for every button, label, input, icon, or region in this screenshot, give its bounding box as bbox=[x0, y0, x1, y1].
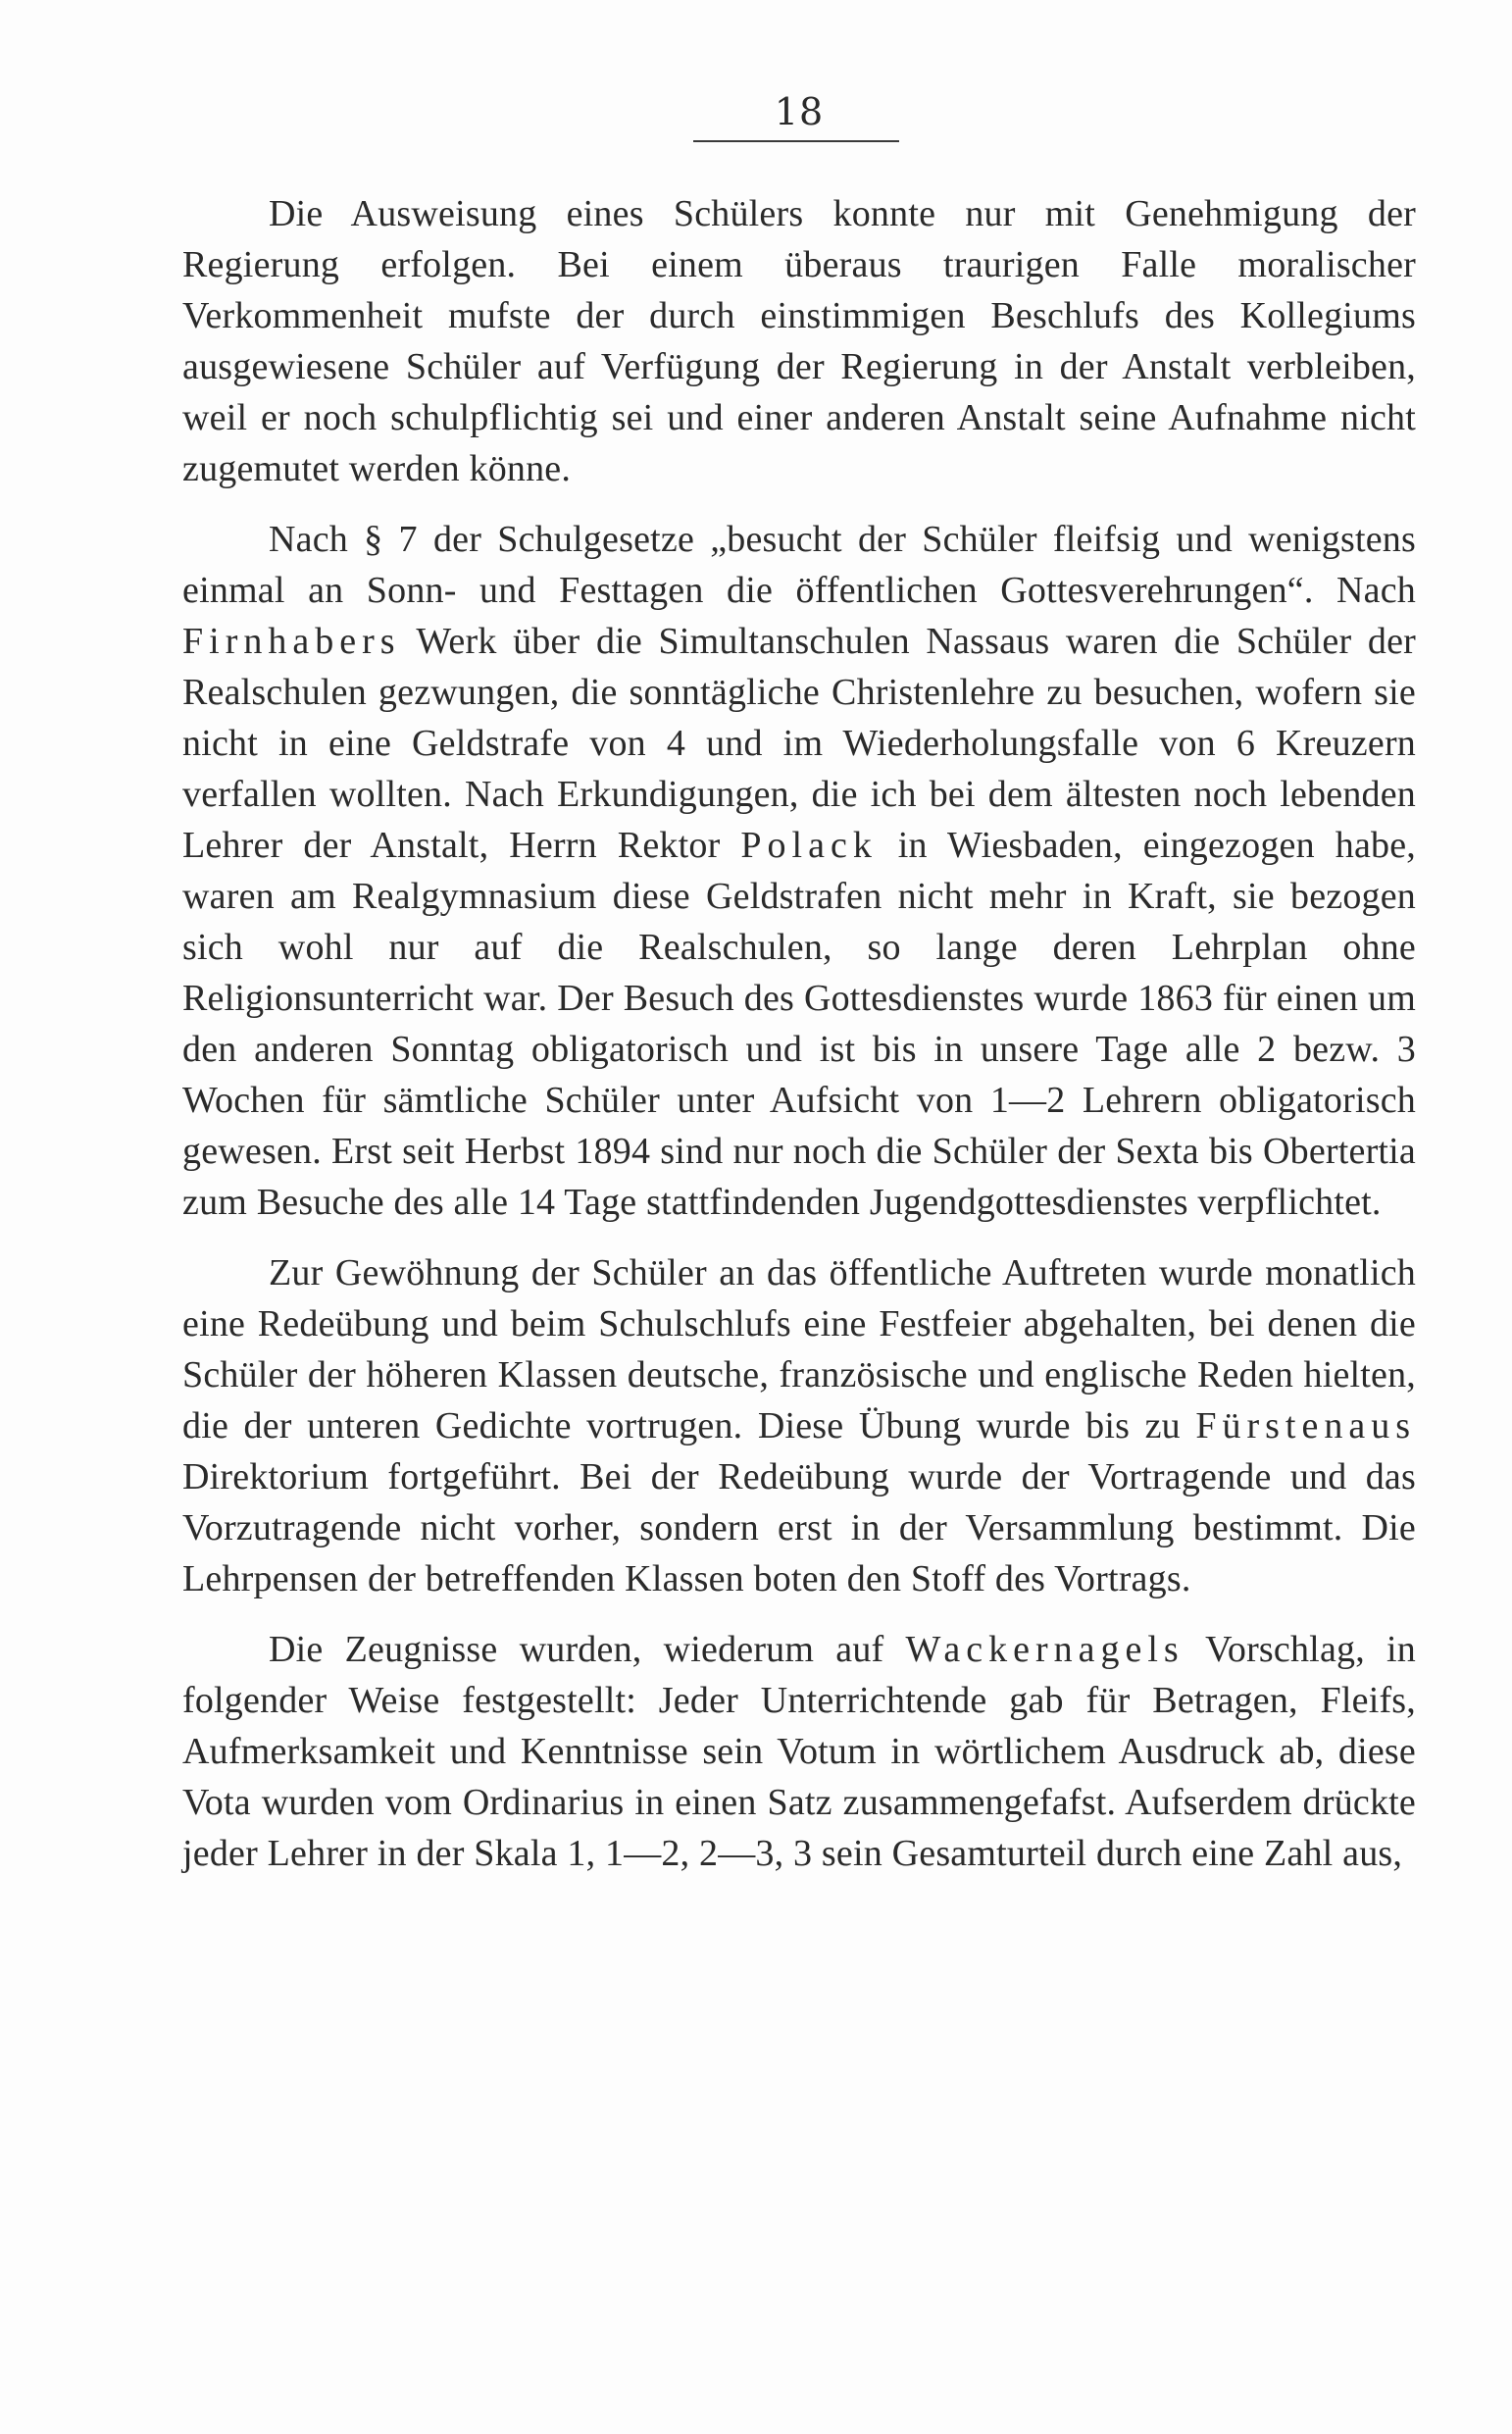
text-segment: Nach § 7 der Schulgesetze „besucht der Schüler fleifsig und wenigstens einmal an Sonn- und Festtagen die öffentlichen Gottesverehrungen“. Nach bbox=[182, 519, 1416, 611]
text-segment: Werk über die Simultanschulen Nassaus waren die Schüler der Realschulen gezwungen, die sonntägliche Christenlehre zu besuchen, wofern sie nicht in eine Geldstrafe von 4 und im Wiederholungsfalle von 6 Kreuzern verfallen wollten. Nach Erkundigungen, die ich bei dem ältesten noch lebenden Lehrer der Anstalt, Herrn Rektor bbox=[182, 621, 1416, 866]
body-text bbox=[182, 188, 1416, 1879]
spaced-name-firnhaber: Firnhabers bbox=[182, 621, 401, 662]
text-segment: Vorschlag, in folgender Weise festgestellt: Jeder Unterrichtende gab für Betragen, Fleifs, Aufmerksamkeit und Kenntnisse sein Votum in wörtlichem Ausdruck ab, diese Vota wurden vom Ordinarius in einen Satz zusammengefafst. Aufserdem drückte jeder Lehrer in der Skala 1, 1—2, 2—3, 3 sein Gesamturteil durch eine Zahl aus, bbox=[182, 1629, 1416, 1874]
paragraph-3 bbox=[182, 1247, 1416, 1604]
spaced-name-fuerstenau: Fürstenaus bbox=[1195, 1405, 1416, 1446]
paragraph-1 bbox=[182, 188, 1416, 494]
page-number: 18 bbox=[774, 90, 825, 133]
spaced-name-polack: Polack bbox=[740, 825, 878, 866]
paragraph-2 bbox=[182, 514, 1416, 1228]
paragraph-4 bbox=[182, 1624, 1416, 1879]
text-segment: in Wiesbaden, eingezogen habe, waren am Realgymnasium diese Geldstrafen nicht mehr in Kraft, sie bezogen sich wohl nur auf die Realschulen, so lange deren Lehrplan ohne Religionsunterricht war. Der Besuch des Gottesdienstes wurde 1863 für einen um den anderen Sonntag obligatorisch und ist bis in unsere Tage alle 2 bezw. 3 Wochen für sämtliche Schüler unter Aufsicht von 1—2 Lehrern obligatorisch gewesen. Erst seit Herbst 1894 sind nur noch die Schüler der Sexta bis Obertertia zum Besuche des alle 14 Tage stattfindenden Jugendgottesdienstes verpflichtet. bbox=[182, 825, 1416, 1223]
text-segment: Zur Gewöhnung der Schüler an das öffentliche Auftreten wurde monatlich eine Redeübung und beim Schulschlufs eine Festfeier abgehalten, bei denen die Schüler der höheren Klassen deutsche, französische und englische Reden hielten, die der unteren Gedichte vortrugen. Diese Übung wurde bis zu bbox=[182, 1252, 1416, 1446]
text-segment: Die Zeugnisse wurden, wiederum auf bbox=[269, 1629, 906, 1670]
text-segment: Die Ausweisung eines Schülers konnte nur mit Genehmigung der Regierung erfolgen. Bei einem überaus traurigen Falle moralischer Verkommenheit mufste der durch einstimmigen Beschlufs des Kollegiums ausgewiesene Schüler auf Verfügung der Regierung in der Anstalt verbleiben, weil er noch schulpflichtig sei und einer anderen Anstalt seine Aufnahme nicht zugemutet werden könne. bbox=[182, 193, 1416, 489]
spaced-name-wackernagel: Wackernagels bbox=[905, 1629, 1184, 1670]
text-segment: Direktorium fortgeführt. Bei der Redeübung wurde der Vortragende und das Vorzutragende nicht vorher, sondern erst in der Versammlung bestimmt. Die Lehrpensen der betreffenden Klassen boten den Stoff des Vortrags. bbox=[182, 1456, 1416, 1599]
page-number-rule bbox=[693, 140, 899, 142]
